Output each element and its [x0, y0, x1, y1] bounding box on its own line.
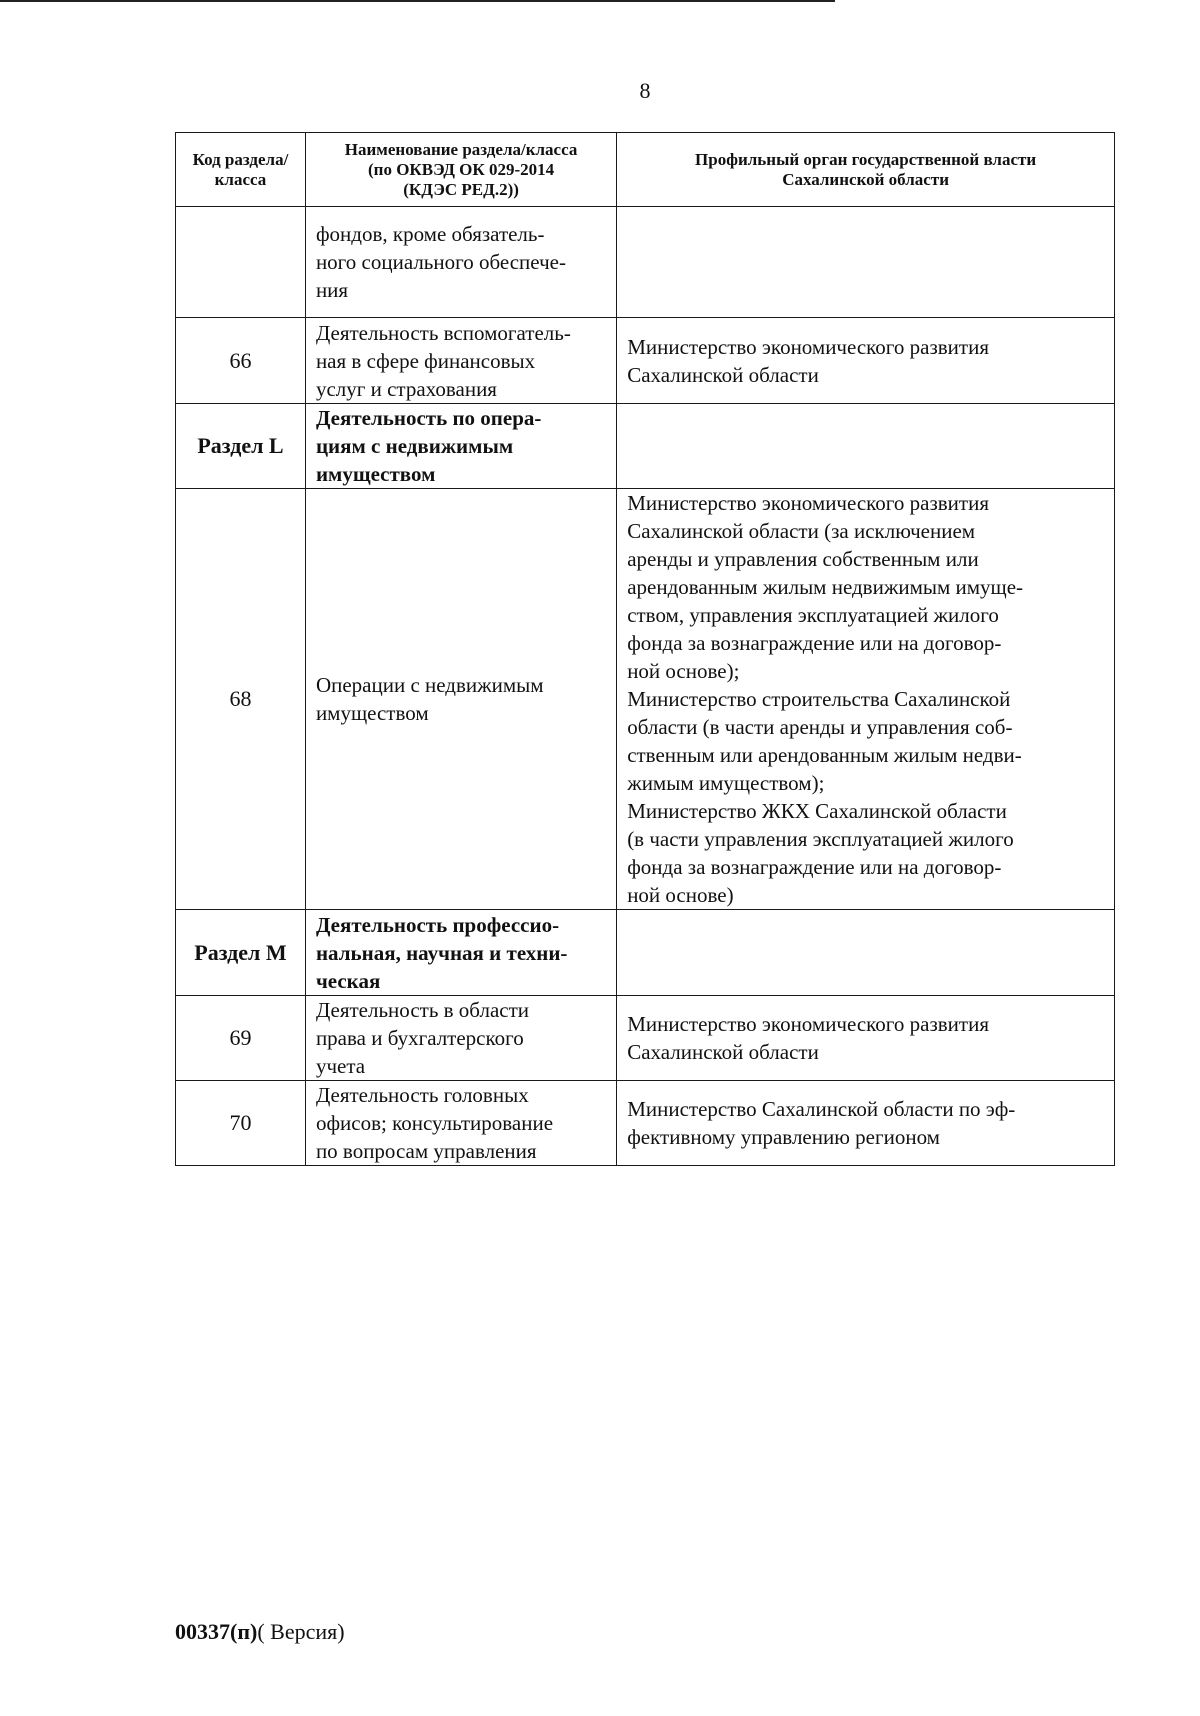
document-footer: [175, 1619, 345, 1645]
okved-classifier-table: [175, 132, 1115, 1166]
document-version: ( Версия): [257, 1619, 345, 1644]
row-name: Деятельность головных офисов; консультирование по вопросам управления: [305, 1081, 616, 1166]
row-code: 70: [176, 1081, 306, 1166]
row-name: фондов, кроме обязатель- ного социального обеспече- ния: [305, 207, 616, 318]
header-code: Код раздела/ класса: [176, 133, 306, 207]
row-code: 66: [176, 318, 306, 404]
row-code: 68: [176, 489, 306, 910]
top-border-line: [0, 0, 835, 2]
row-org: Министерство экономического развития Сахалинской области: [617, 318, 1115, 404]
row-org: [617, 910, 1115, 996]
table-row: [176, 207, 1115, 318]
header-name: Наименование раздела/класса (по ОКВЭД ОК 029-2014 (КДЭС РЕД.2)): [305, 133, 616, 207]
row-name: Операции с недвижимым имуществом: [305, 489, 616, 910]
table-row: [176, 318, 1115, 404]
row-code: Раздел L: [176, 404, 306, 489]
row-code: Раздел M: [176, 910, 306, 996]
table-row-section: [176, 404, 1115, 489]
table-row-section: [176, 910, 1115, 996]
row-name: Деятельность в области права и бухгалтерского учета: [305, 996, 616, 1081]
row-name: Деятельность вспомогатель- ная в сфере финансовых услуг и страхования: [305, 318, 616, 404]
table-row: [176, 489, 1115, 910]
row-org: Министерство экономического развития Сахалинской области (за исключением аренды и управления собственным или арендованным жилым недвижимым имуще- ством, управления эксплуатацией жилого фонда за вознаграждение или на договор- ной основе); Министерство строительства Сахалинской области (в части аренды и управления соб- ственным или арендованным жилым недви- жимым имуществом); Министерство ЖКХ Сахалинской области (в части управления эксплуатацией жилого фонда за вознаграждение или на договор- ной основе): [617, 489, 1115, 910]
row-org: [617, 404, 1115, 489]
row-org: Министерство экономического развития Сахалинской области: [617, 996, 1115, 1081]
row-name: Деятельность по опера- циям с недвижимым имуществом: [305, 404, 616, 489]
header-org: Профильный орган государственной власти Сахалинской области: [617, 133, 1115, 207]
table-row: [176, 996, 1115, 1081]
row-org: [617, 207, 1115, 318]
row-code: [176, 207, 306, 318]
row-org: Министерство Сахалинской области по эф- фективному управлению регионом: [617, 1081, 1115, 1166]
page-number: 8: [639, 78, 651, 103]
row-name: Деятельность профессио- нальная, научная и техни- ческая: [305, 910, 616, 996]
table-row: [176, 1081, 1115, 1166]
table-header-row: [176, 133, 1115, 207]
row-code: 69: [176, 996, 306, 1081]
document-code: 00337(п): [175, 1619, 258, 1644]
